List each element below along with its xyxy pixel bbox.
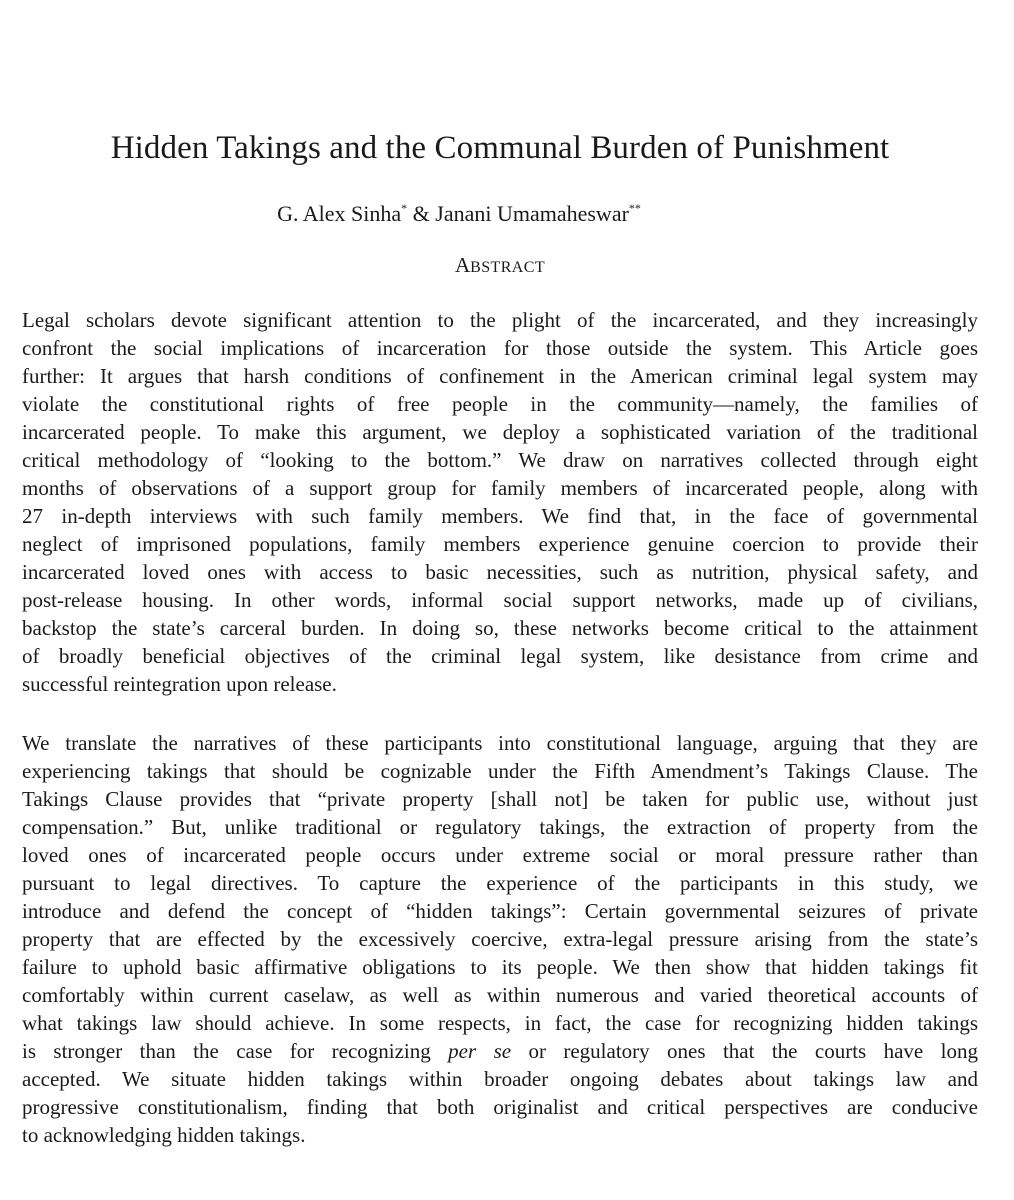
text-line: incarcerated loved ones with access to basic necessities, such as nutrition, physical safety, and xyxy=(22,560,978,584)
abstract-heading-initial: A xyxy=(455,253,471,277)
author-footnote-mark[interactable]: * xyxy=(401,201,408,215)
text-line: violate the constitutional rights of free people in the community—namely, the families of xyxy=(22,392,978,416)
text-line: failure to uphold basic affirmative obligations to its people. We then show that hidden takings fit xyxy=(22,955,978,979)
text-line: Takings Clause provides that “private property [shall not] be taken for public use, without just xyxy=(22,787,978,811)
text-line: confront the social implications of incarceration for those outside the system. This Article goes xyxy=(22,336,978,360)
text-line: introduce and defend the concept of “hidden takings”: Certain governmental seizures of private xyxy=(22,899,978,923)
text-line: property that are effected by the excessively coercive, extra-legal pressure arising from the state’s xyxy=(22,927,978,951)
text-line: neglect of imprisoned populations, family members experience genuine coercion to provide their xyxy=(22,532,978,556)
author-footnote-mark[interactable]: ** xyxy=(628,201,641,215)
abstract-heading xyxy=(0,251,1000,282)
text-line: accepted. We situate hidden takings within broader ongoing debates about takings law and xyxy=(22,1067,978,1091)
author-name: Janani Umamaheswar xyxy=(435,201,629,226)
text-line: progressive constitutionalism, finding that both originalist and critical perspectives are conducive xyxy=(22,1095,978,1119)
text-line: what takings law should achieve. In some respects, in fact, the case for recognizing hidden takings xyxy=(22,1011,978,1035)
text-line: experiencing takings that should be cognizable under the Fifth Amendment’s Takings Clause. The xyxy=(22,759,978,783)
text-line: of broadly beneficial objectives of the criminal legal system, like desistance from crime and xyxy=(22,644,978,668)
text-line-with-italic xyxy=(22,1037,978,1065)
abstract-heading-rest: BSTRACT xyxy=(470,259,545,276)
abstract-paragraph-2 xyxy=(22,729,978,1149)
text-fragment: or regulatory ones that the courts have long xyxy=(511,1039,978,1063)
text-line: successful reintegration upon release. xyxy=(22,672,337,696)
author-name: G. Alex Sinha xyxy=(277,201,402,226)
text-line: comfortably within current caselaw, as well as within numerous and varied theoretical accounts of xyxy=(22,983,978,1007)
text-line: 27 in-depth interviews with such family members. We find that, in the face of governmental xyxy=(22,504,978,528)
author-line xyxy=(0,199,918,229)
text-line: post-release housing. In other words, informal social support networks, made up of civilians, xyxy=(22,588,978,612)
author-joiner: & xyxy=(407,201,436,226)
text-line: further: It argues that harsh conditions of confinement in the American criminal legal system may xyxy=(22,364,978,388)
italic-term: per se xyxy=(448,1039,512,1063)
text-line: compensation.” But, unlike traditional or regulatory takings, the extraction of property from the xyxy=(22,815,978,839)
text-line: We translate the narratives of these participants into constitutional language, arguing that they are xyxy=(22,731,978,755)
abstract-paragraph-1 xyxy=(22,306,978,698)
text-line: pursuant to legal directives. To capture the experience of the participants in this study, we xyxy=(22,871,978,895)
text-line: critical methodology of “looking to the bottom.” We draw on narratives collected through eight xyxy=(22,448,978,472)
text-line: backstop the state’s carceral burden. In doing so, these networks become critical to the attainment xyxy=(22,616,978,640)
text-line: months of observations of a support group for family members of incarcerated people, along with xyxy=(22,476,978,500)
text-line: Legal scholars devote significant attention to the plight of the incarcerated, and they increasingly xyxy=(22,308,978,332)
text-line: incarcerated people. To make this argument, we deploy a sophisticated variation of the traditional xyxy=(22,420,978,444)
text-fragment: is stronger than the case for recognizing xyxy=(22,1039,449,1063)
text-line: loved ones of incarcerated people occurs under extreme social or moral pressure rather than xyxy=(22,843,978,867)
text-line: to acknowledging hidden takings. xyxy=(22,1123,306,1147)
paper-title: Hidden Takings and the Communal Burden of Punishment xyxy=(110,130,890,166)
